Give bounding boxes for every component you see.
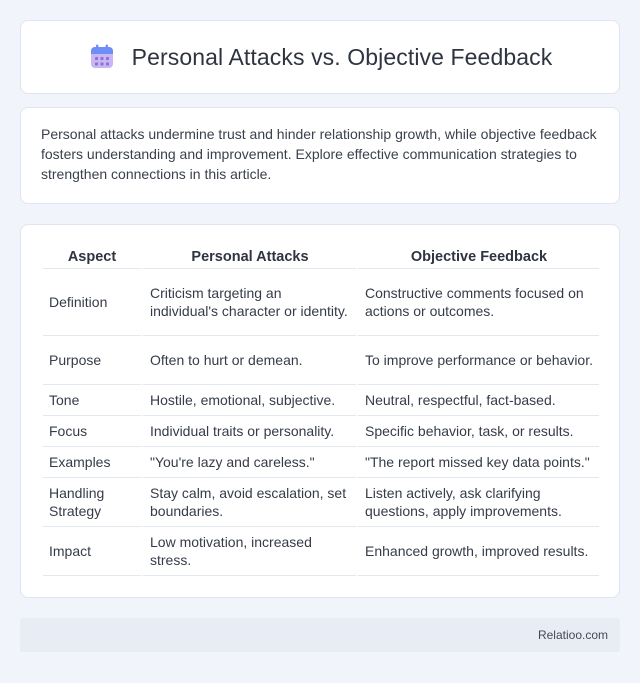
- header-aspect: Aspect: [43, 247, 141, 269]
- table-row: [43, 416, 599, 447]
- table-row: [43, 447, 599, 478]
- header-personal-attacks: Personal Attacks: [141, 247, 356, 269]
- aspect-cell: Purpose: [43, 336, 141, 385]
- intro-card: [20, 107, 620, 204]
- footer-site-name: Relatioo.com: [537, 628, 608, 642]
- objective-feedback-cell: Neutral, respectful, fact-based.: [356, 385, 599, 416]
- table-row: [43, 336, 599, 385]
- objective-feedback-cell: Enhanced growth, improved results.: [356, 527, 599, 576]
- comparison-table: [43, 247, 599, 576]
- table-row: [43, 478, 599, 527]
- header-card: [20, 20, 620, 94]
- aspect-cell: Impact: [43, 527, 141, 576]
- personal-attacks-cell: Individual traits or personality.: [141, 416, 356, 447]
- intro-paragraph: Personal attacks undermine trust and hinder relationship growth, while objective feedback fosters understanding and improvement. Explore effective communication strategies to strengthen connections in this article.: [41, 126, 597, 182]
- table-row: [43, 269, 599, 336]
- personal-attacks-cell: Often to hurt or demean.: [141, 336, 356, 385]
- table-row: [43, 385, 599, 416]
- objective-feedback-cell: Specific behavior, task, or results.: [356, 416, 599, 447]
- personal-attacks-cell: Hostile, emotional, subjective.: [141, 385, 356, 416]
- comparison-table-card: [20, 224, 620, 598]
- aspect-cell: Definition: [43, 269, 141, 336]
- objective-feedback-cell: "The report missed key data points.": [356, 447, 599, 478]
- footer-bar: [20, 618, 620, 652]
- aspect-cell: Focus: [43, 416, 141, 447]
- aspect-cell: Tone: [43, 385, 141, 416]
- objective-feedback-cell: To improve performance or behavior.: [356, 336, 599, 385]
- personal-attacks-cell: "You're lazy and careless.": [141, 447, 356, 478]
- personal-attacks-cell: Low motivation, increased stress.: [141, 527, 356, 576]
- calendar-icon: [88, 43, 116, 71]
- objective-feedback-cell: Listen actively, ask clarifying questions, apply improvements.: [356, 478, 599, 527]
- table-row: [43, 527, 599, 576]
- objective-feedback-cell: Constructive comments focused on actions or outcomes.: [356, 269, 599, 336]
- table-header-row: [43, 247, 599, 269]
- aspect-cell: Handling Strategy: [43, 478, 141, 527]
- aspect-cell: Examples: [43, 447, 141, 478]
- personal-attacks-cell: Criticism targeting an individual's character or identity.: [141, 269, 356, 336]
- personal-attacks-cell: Stay calm, avoid escalation, set boundaries.: [141, 478, 356, 527]
- header-objective-feedback: Objective Feedback: [356, 247, 599, 269]
- header-inner: [88, 43, 553, 71]
- page-title: Personal Attacks vs. Objective Feedback: [131, 43, 553, 70]
